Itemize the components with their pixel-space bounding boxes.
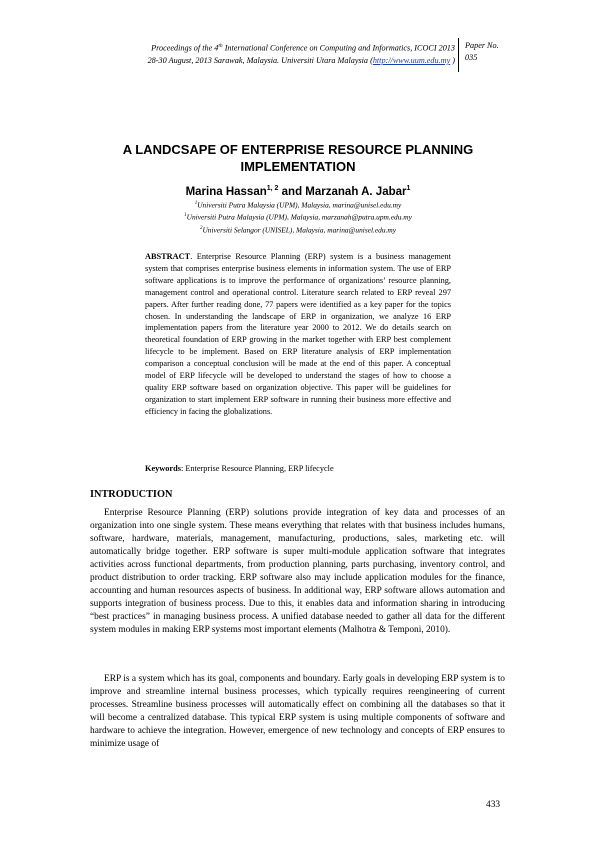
author-1-affiliation-mark: 1, 2: [266, 185, 279, 192]
ordinal-superscript: th: [218, 43, 223, 49]
paper-number: 035: [465, 53, 478, 62]
conference-info: [80, 40, 455, 67]
affiliation-mark: 1: [194, 201, 198, 206]
conference-url-link[interactable]: http://www.uum.edu.my: [372, 55, 451, 65]
conference-line-2-post: ): [450, 55, 455, 65]
conference-line-2-pre: 28-30 August, 2013 Sarawak, Malaysia. Universiti Utara Malaysia (: [147, 55, 373, 65]
paper-title: A LANDCSAPE OF ENTERPRISE RESOURCE PLANNING IMPLEMENTATION: [122, 142, 474, 174]
abstract-label: ABSTRACT: [145, 252, 191, 261]
conference-line-1-pre: Proceedings of the 4: [151, 43, 219, 53]
conference-line-1-post: International Conference on Computing and Informatics, ICOCI 2013: [222, 43, 455, 53]
conference-line-1: [80, 40, 455, 55]
body-paragraph: Enterprise Resource Planning (ERP) solutions provide integration of key data and processes of an organization into one single system. These means everything that relates with that business includes humans, software, hardware, materials, management, manufacturing, productions, sales, marketing etc. will automatically bridge together. ERP software is super multi-module application software that integrates activities across functional departments, from production planning, parts purchasing, inventory control, and product distribution to order tracking. ERP software also may include application modules for the finance, accounting and human resources aspects of business. In additional way, ERP software allows automation and supports integration of business process. Due to this, it enables data and information sharing in introducing “best practices” in managing business process. A unified database needed to gather all data for the different system modules in making ERP systems most important elements (Malhotra & Temponi, 2010).: [90, 508, 505, 635]
affiliation-text: Universiti Putra Malaysia (UPM), Malaysia, marzanah@putra.upm.edu.my: [186, 212, 412, 222]
abstract-text: . Enterprise Resource Planning (ERP) system is a business management system that comprises enterprise business elements in information system. The use of ERP software applications is to improve the performance of organizations’ resource planning, management control and operational control. Literature search related to ERP reveal 297 papers. After further reading done, 77 papers were identified as a key paper for the topics chosen. In understanding the landscape of ERP in organization, we analyze 16 ERP implementation papers from the literature year 2000 to 2012. We do details search on theoretical foundation of ERP growing in the market together with ERP best complement lifecycle to be implement. Based on ERP literature analysis of ERP implementation comparison a conceptual conclusion will be made at the end of this paper. A conceptual model of ERP lifecycle will be developed to understand the stages of how to choose a quality ERP software based on organization objective. This paper will be guidelines for organization to start implement ERP software in running their business more effective and efficiency in facing the globalizations.: [145, 252, 451, 416]
affiliation-mark: 2: [199, 225, 203, 231]
abstract: [145, 251, 451, 418]
conference-line-2: [80, 55, 455, 67]
header-divider: [458, 38, 459, 72]
affiliations: [88, 198, 508, 235]
author-list: [88, 182, 508, 199]
author-name-2: Marzanah A. Jabar: [305, 185, 407, 198]
author-2-affiliation-mark: 1: [406, 185, 411, 192]
paper-number-label: Paper No.: [465, 41, 499, 50]
section-heading: INTRODUCTION: [90, 489, 173, 500]
keywords: [145, 463, 451, 475]
author-conjunction: and: [278, 185, 306, 198]
author-name-1: Marina Hassan: [185, 185, 267, 198]
keywords-label: Keywords: [145, 464, 181, 473]
affiliation-text: Universiti Selangor (UNISEL), Malaysia, marina@unisel.edu.my: [202, 225, 397, 235]
keywords-text: : Enterprise Resource Planning, ERP lifecycle: [180, 464, 334, 473]
paper-number-block: [465, 40, 525, 64]
page-number: 433: [486, 800, 501, 810]
affiliation-text: Universiti Putra Malaysia (UPM), Malaysia, marina@unisel.edu.my: [197, 200, 402, 210]
affiliation-line: [88, 210, 508, 222]
body-paragraph: ERP is a system which has its goal, components and boundary. Early goals in developing ERP system is to improve and streamline internal business processes, which typically requires reengineering of current processes. Streamline business processes will automatically effect on combining all the databases so that it will become a centralized database. This typical ERP system is using multiple components of software and hardware to achieve the integration. However, emergence of new technology and concepts of ERP ensures to minimize usage of: [90, 674, 505, 749]
affiliation-mark: 1: [184, 213, 187, 219]
affiliation-line: [88, 223, 508, 235]
running-header: [80, 40, 526, 74]
affiliation-line: [88, 198, 508, 210]
